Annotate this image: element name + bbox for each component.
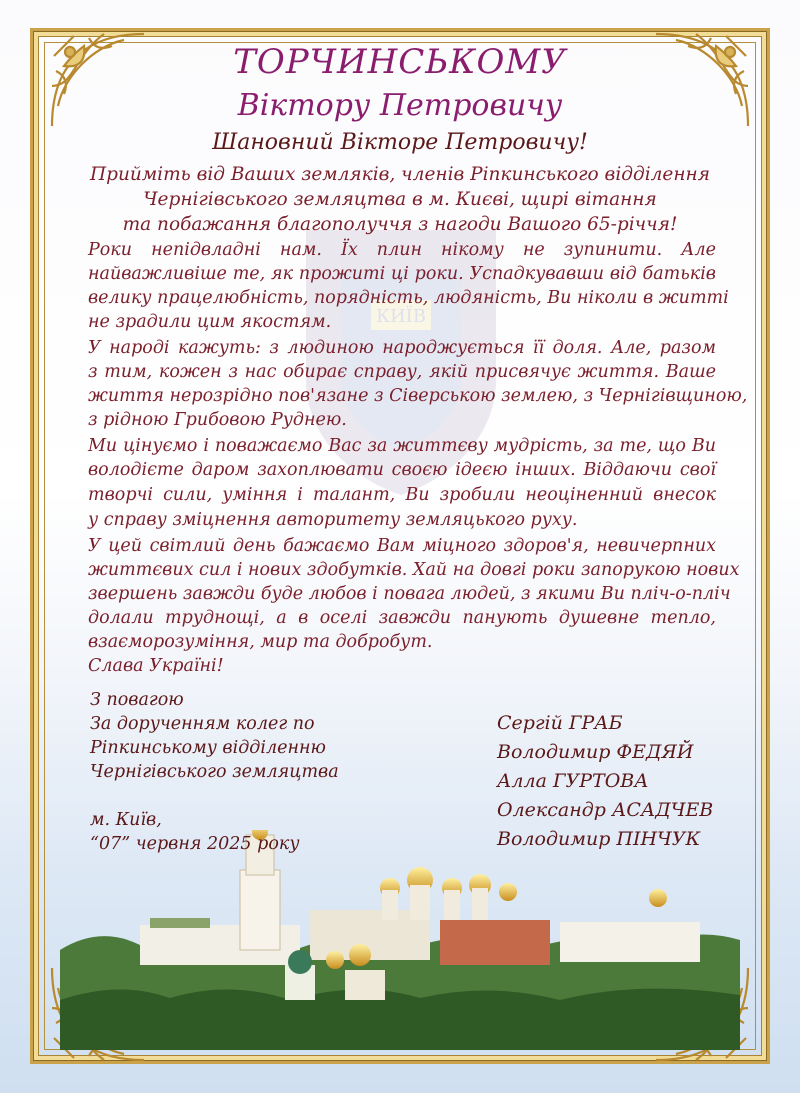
body-line: найважливіше те, як прожиті ці роки. Успадкувавши від батьків — [88, 264, 716, 284]
body-line: велику працелюбність, порядність, людяність, Ви ніколи в житті — [88, 288, 729, 308]
body-line: не зрадили цим якостям. — [88, 312, 332, 332]
intro-line: Прийміть від Ваших земляків, членів Ріпкинського відділення — [90, 164, 710, 185]
body-line: взаєморозуміння, мир та добробут. — [88, 632, 433, 652]
body-line: у справу зміцнення авторитету земляцького руху. — [88, 510, 578, 530]
body-line: долали труднощі, а в оселі завжди панують душевне тепло, — [88, 608, 716, 628]
body-line: У народі кажуть: з людиною народжується її доля. Але, разом — [88, 338, 716, 358]
body-line: творчі сили, уміння і талант, Ви зробили неоціненний внесок — [88, 485, 716, 505]
signatory: Володимир ФЕДЯЙ — [497, 741, 694, 763]
closing-line: З повагою — [90, 690, 184, 710]
body-line: звершень завжди буде любов і повага людей, з якими Ви пліч-о-пліч — [88, 584, 731, 604]
signatory: Сергій ГРАБ — [497, 712, 623, 734]
signatory: Алла ГУРТОВА — [497, 770, 649, 792]
body-line: У цей світлий день бажаємо Вам міцного здоров'я, невичерпних — [88, 536, 716, 556]
recipient-name: Віктору Петровичу — [237, 88, 563, 123]
body-line: володієте даром захоплювати своєю ідеєю інших. Віддаючи свої — [88, 460, 716, 480]
body-line: Роки непідвладні нам. Їх плин нікому не зупинити. Але — [88, 240, 716, 260]
closing-line: За дорученням колег по — [90, 714, 315, 734]
signatory: Володимир ПІНЧУК — [497, 828, 701, 850]
body-line: з рідною Грибовою Руднею. — [88, 410, 347, 430]
body-line: життя нерозрідно пов'язане з Сіверською землею, з Чернігівщиною, — [88, 386, 748, 406]
signatory: Олександр АСАДЧЕВ — [497, 799, 714, 821]
salutation: Шановний Вікторе Петровичу! — [212, 130, 588, 155]
closing-line: Чернігівського земляцтва — [90, 762, 339, 782]
kyiv-pechersk-lavra-illustration — [60, 830, 740, 1050]
closing-line: Ріпкинському відділенню — [90, 738, 326, 758]
intro-line: Чернігівського земляцтва в м. Києві, щирі вітання — [143, 189, 657, 210]
body-line: життєвих сил і нових здобутків. Хай на довгі роки запорукою нових — [88, 560, 740, 580]
intro-line: та побажання благополуччя з нагоди Вашого 65-річчя! — [122, 214, 678, 235]
place: м. Київ, — [90, 810, 162, 830]
body-line: Ми цінуємо і поважаємо Вас за життєву мудрість, за те, що Ви — [88, 436, 716, 456]
watermark-text: КИЇВ — [376, 306, 426, 327]
slava-ukraini: Слава Україні! — [88, 656, 224, 676]
recipient-surname: ТОРЧИНСЬКОМУ — [233, 42, 567, 82]
date: “07” червня 2025 року — [90, 834, 300, 854]
body-line: з тим, кожен з нас обирає справу, якій присвячує життя. Ваше — [88, 362, 716, 382]
